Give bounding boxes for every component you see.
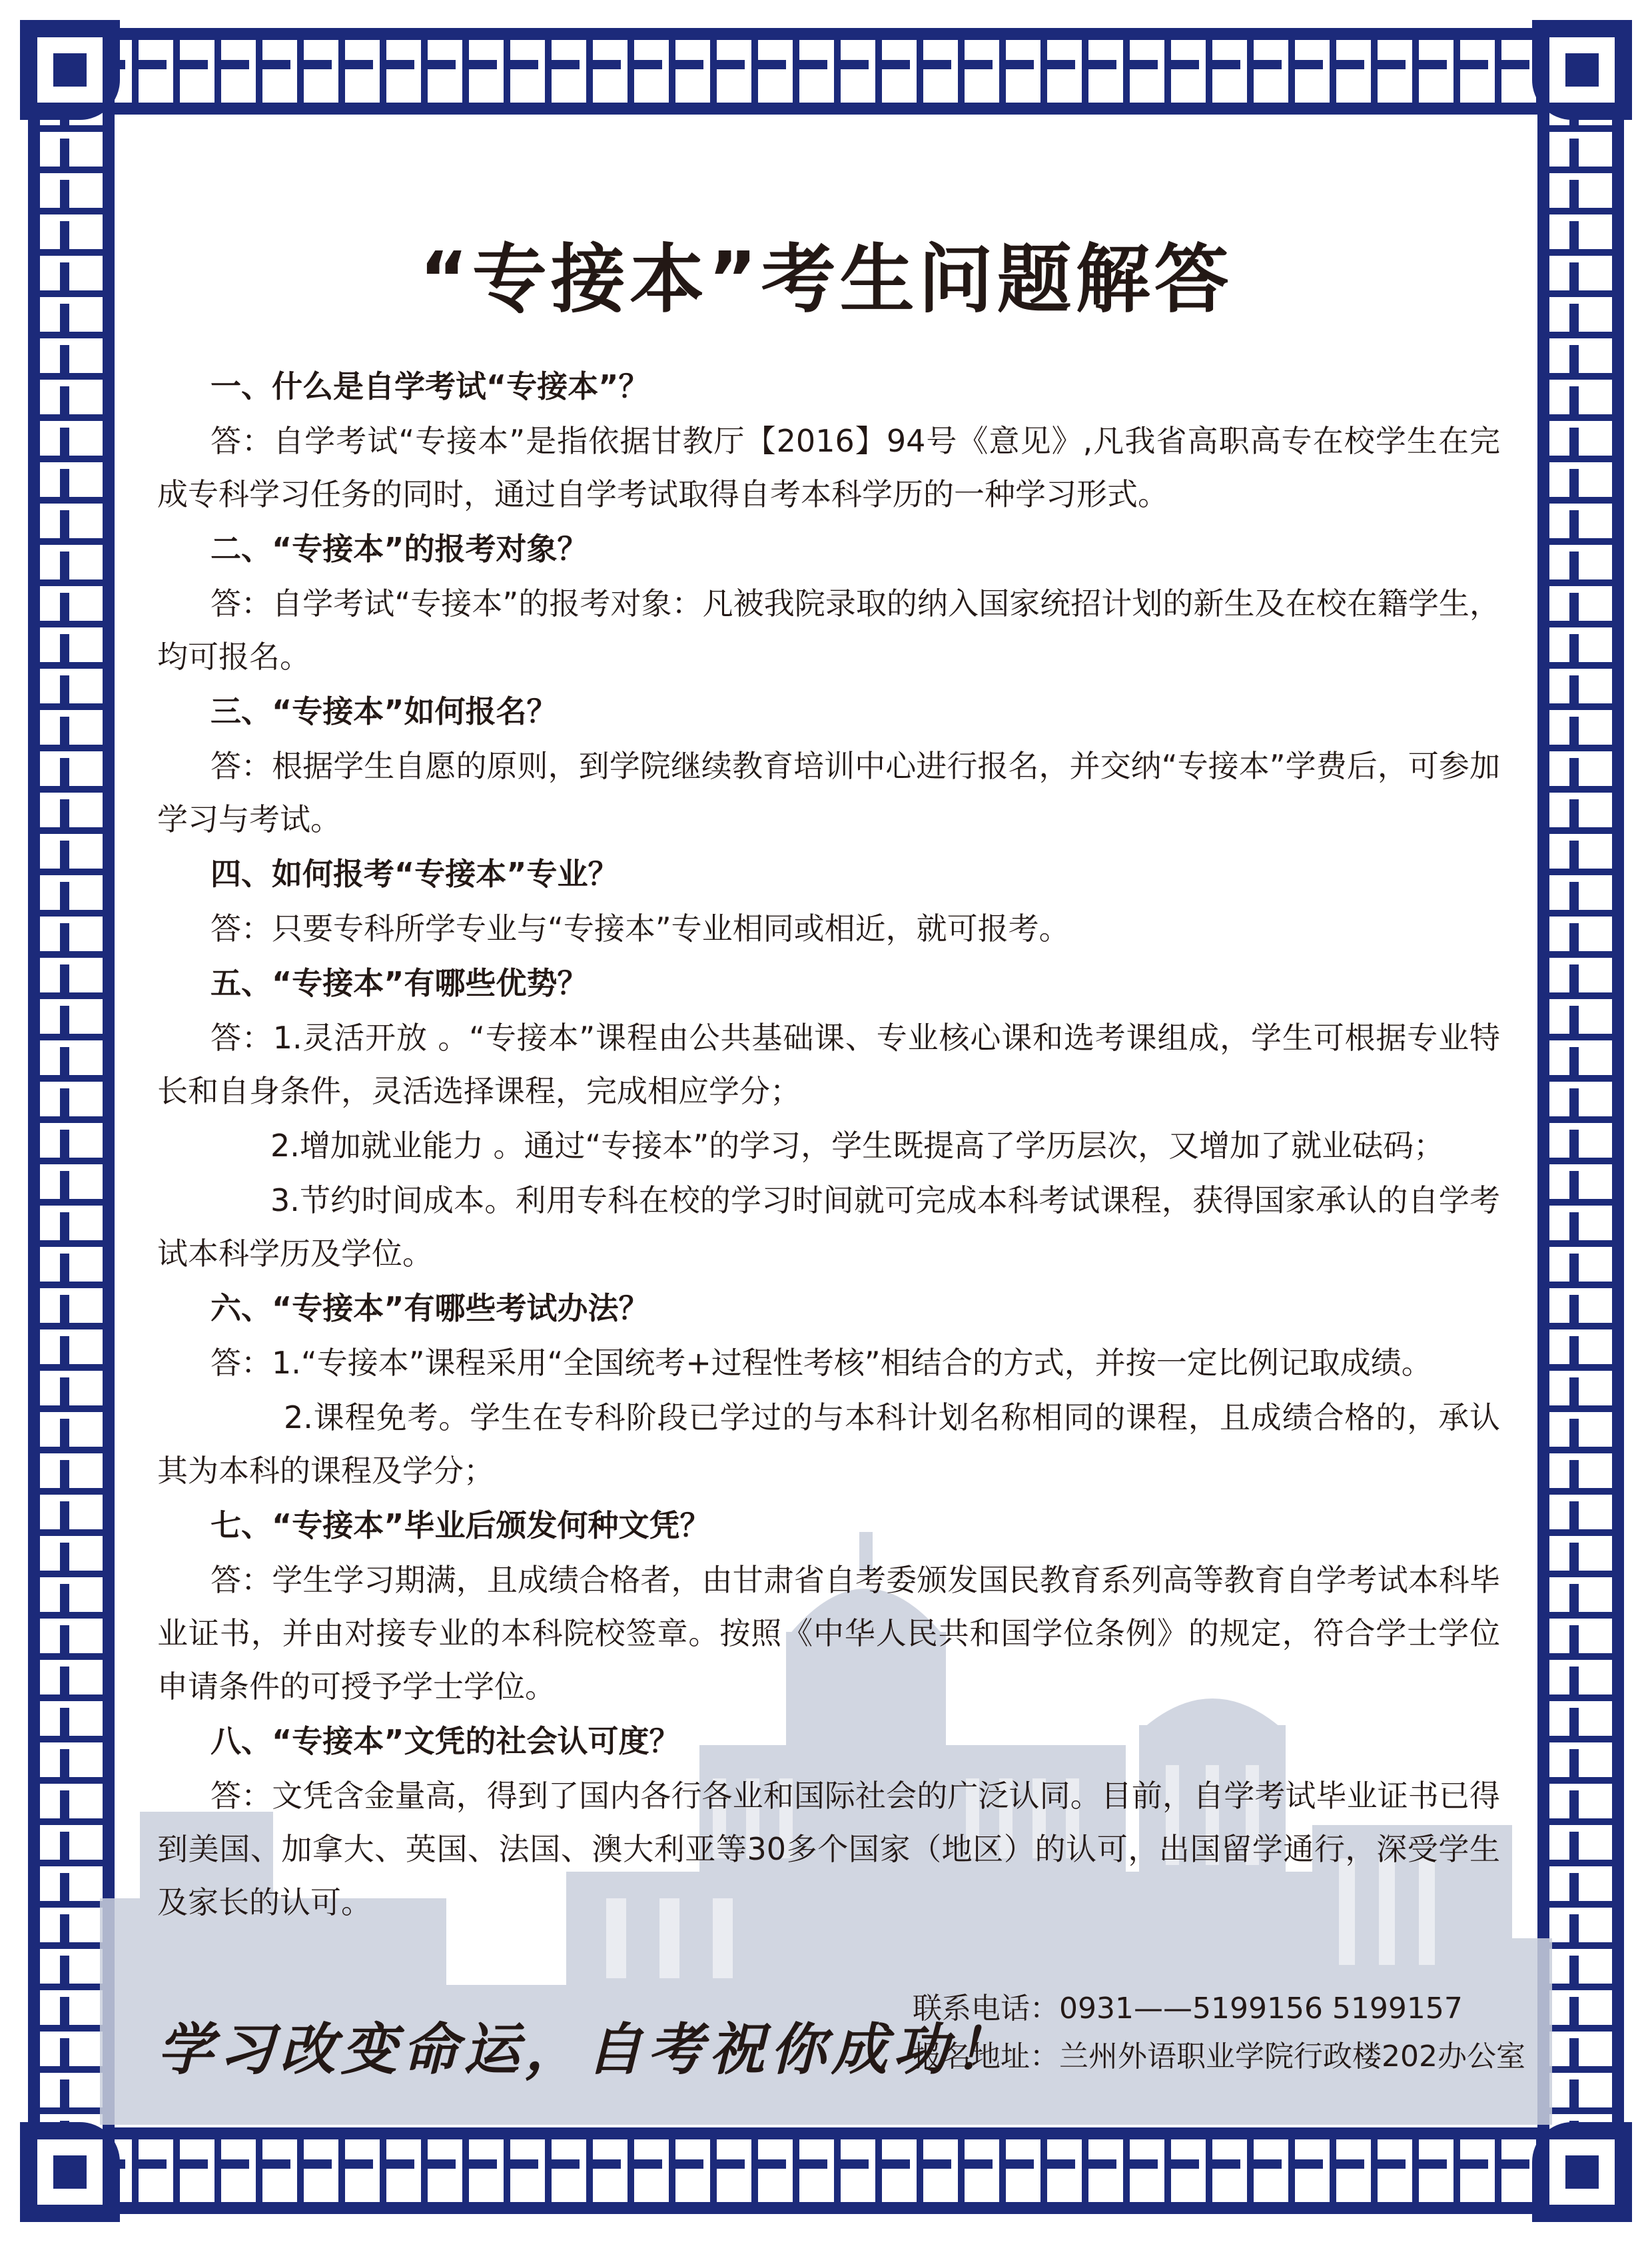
question-6: 六、“专接本”有哪些考试办法？ [210, 1290, 649, 1326]
answer-3: 答：根据学生自愿的原则，到学院继续教育培训中心进行报名，并交纳“专接本”学费后，可参加学习与考试。 [157, 748, 1500, 837]
slogan: 学习改变命运，自考祝你成功！ [157, 2016, 1016, 2082]
page-title: “专接本”考生问题解答 [419, 236, 1233, 323]
answer-1: 答：自学考试“专接本”是指依据甘教厅【2016】94号《意见》,凡我省高职高专在校学生在完成专科学习任务的同时，通过自学考试取得自考本科学历的一种学习形式。 [157, 423, 1500, 512]
contact-phone: 联系电话：0931——5199156 5199157 [913, 1992, 1463, 2026]
question-1: 一、什么是自学考试“专接本”？ [210, 368, 649, 404]
answer-5-point-1: 答：1.灵活开放 。“专接本”课程由公共基础课、专业核心课和选考课组成，学生可根据专业特长和自身条件，灵活选择课程，完成相应学分； [157, 1020, 1500, 1109]
answer-6-point-2: 2.课程免考。学生在专科阶段已学过的与本科计划名称相同的课程，且成绩合格的，承认其为本科的课程及学分； [157, 1399, 1500, 1489]
border-corner-bottom-right [1532, 2122, 1632, 2222]
question-2: 二、“专接本”的报考对象？ [210, 531, 588, 567]
answer-7: 答：学生学习期满，且成绩合格者，由甘肃省自考委颁发国民教育系列高等教育自学考试本科毕业证书，并由对接专业的本科院校签章。按照《中华人民共和国学位条例》的规定，符合学士学位申请条件的可授予学士学位。 [157, 1562, 1500, 1704]
answer-2: 答：自学考试“专接本”的报考对象：凡被我院录取的纳入国家统招计划的新生及在校在籍学生，均可报名。 [157, 585, 1500, 675]
border-corner-bottom-left [20, 2122, 120, 2222]
border-corner-top-left [20, 20, 120, 120]
answer-5-point-2: 2.增加就业能力 。通过“专接本”的学习，学生既提高了学历层次，又增加了就业砝码； [270, 1128, 1445, 1164]
border-bottom [79, 2127, 1573, 2214]
contact-address: 报名地址：兰州外语职业学院行政楼202办公室 [913, 2040, 1525, 2073]
contact-info [913, 1985, 1525, 2081]
question-3: 三、“专接本”如何报名？ [210, 693, 558, 729]
question-7: 七、“专接本”毕业后颁发何种文凭？ [210, 1507, 711, 1543]
question-8: 八、“专接本”文凭的社会认可度？ [210, 1723, 680, 1759]
answer-8: 答：文凭含金量高，得到了国内各行各业和国际社会的广泛认同。目前，自学考试毕业证书已得到美国、加拿大、英国、法国、澳大利亚等30多个国家（地区）的认可，出国留学通行，深受学生及家长的认可。 [157, 1778, 1500, 1920]
qa-section [157, 360, 1500, 1930]
border-corner-top-right [1532, 20, 1632, 120]
answer-6-point-1: 答：1.“专接本”课程采用“全国统考+过程性考核”相结合的方式，并按一定比例记取成绩。 [210, 1345, 1432, 1381]
border-top [79, 28, 1573, 115]
question-4: 四、如何报考“专接本”专业？ [210, 856, 619, 892]
answer-4: 答：只要专科所学专业与“专接本”专业相同或相近，就可报考。 [210, 911, 1070, 946]
question-5: 五、“专接本”有哪些优势？ [210, 965, 588, 1001]
answer-5-point-3: 3.节约时间成本。利用专科在校的学习时间就可完成本科考试课程，获得国家承认的自学考试本科学历及学位。 [157, 1182, 1500, 1272]
